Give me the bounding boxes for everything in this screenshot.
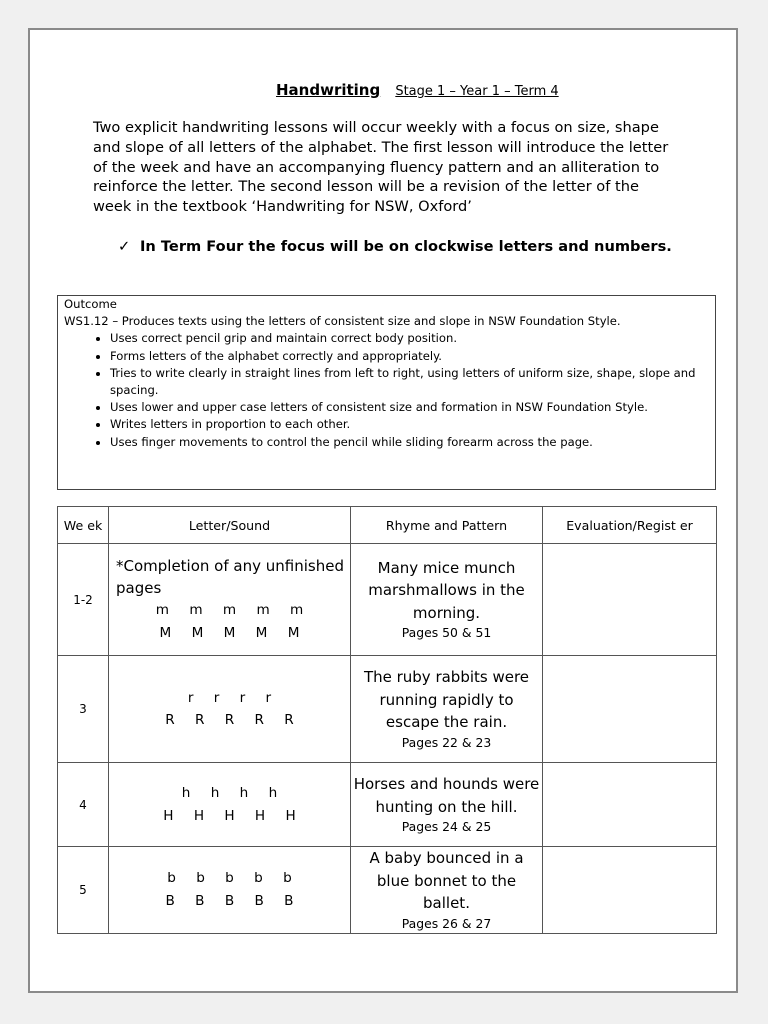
uppercase-letters: B B B B B — [165, 892, 294, 909]
evaluation-cell — [543, 763, 717, 847]
letter-cell — [109, 847, 351, 934]
textbook-pages: Pages 50 & 51 — [401, 625, 492, 641]
table-row — [58, 656, 717, 763]
intro-paragraph: Two explicit handwriting lessons will occur weekly with a focus on size, shape and slope of all letters of the alphabet. The first lesson will introduce the letter of the week and have an accompanying fluency pattern and an alliteration to reinforce the letter. The second lesson will be a revision of the letter of the week in the textbook ‘Handwriting for NSW, Oxford’ — [93, 119, 669, 216]
header-rhyme-pattern: Rhyme and Pattern — [351, 507, 543, 544]
header-evaluation: Evaluation/Regist er — [543, 507, 717, 544]
lowercase-letters: r r r r — [187, 689, 272, 706]
outcome-bullet: • Uses lower and upper case letters of consistent size and formation in NSW Foundation Style. — [110, 399, 709, 416]
rhyme-cell — [351, 544, 543, 656]
textbook-pages: Pages 26 & 27 — [401, 915, 492, 931]
outcome-bullet: • Tries to write clearly in straight lines from left to right, using letters of uniform size, shape, slope and spacing. — [110, 365, 709, 399]
letter-cell — [109, 656, 351, 763]
rhyme-text: Horses and hounds were hunting on the hill. — [353, 775, 540, 816]
textbook-pages: Pages 24 & 25 — [401, 819, 492, 834]
week-cell: 3 — [58, 656, 109, 763]
uppercase-letters: H H H H H — [163, 807, 296, 824]
check-mark-icon: ✓ — [118, 238, 131, 255]
rhyme-text: The ruby rabbits were running rapidly to escape the rain. — [363, 668, 530, 732]
outcome-box — [57, 295, 716, 490]
table-row — [58, 847, 717, 934]
outcome-bullet: • Forms letters of the alphabet correctly and appropriately. — [110, 348, 709, 365]
lowercase-letters: h h h h — [181, 785, 278, 801]
week-cell: 1-2 — [58, 544, 109, 656]
lowercase-letters: b b b b b — [167, 870, 292, 887]
document-page — [28, 28, 738, 993]
page-subtitle: Stage 1 – Year 1 – Term 4 — [395, 84, 559, 99]
evaluation-cell — [543, 544, 717, 656]
letter-cell — [109, 544, 351, 656]
outcome-bullet: • Writes letters in proportion to each other. — [110, 416, 709, 433]
rhyme-cell — [351, 847, 543, 934]
textbook-pages: Pages 22 & 23 — [401, 734, 492, 750]
letter-cell — [109, 763, 351, 847]
focus-text: In Term Four the focus will be on clockwise letters and numbers. — [140, 238, 672, 255]
document-heading — [276, 80, 559, 99]
evaluation-cell — [543, 847, 717, 934]
outcome-bullet-list — [64, 330, 709, 450]
outcome-code: WS1.12 – Produces texts using the letters of consistent size and slope in NSW Foundation Style. — [64, 314, 621, 329]
header-letter-sound: Letter/Sound — [109, 507, 351, 544]
page-title: Handwriting — [276, 81, 381, 99]
rhyme-text: A baby bounced in a blue bonnet to the ballet. — [369, 849, 524, 912]
outcome-bullet: • Uses finger movements to control the pencil while sliding forearm across the page. — [110, 434, 709, 451]
letter-note: *Completion of any unfinished pages — [116, 557, 344, 597]
week-cell: 5 — [58, 847, 109, 934]
rhyme-text: Many mice munch marshmallows in the morning. — [368, 558, 525, 622]
week-cell: 4 — [58, 763, 109, 847]
evaluation-cell — [543, 656, 717, 763]
table-header-row — [58, 507, 717, 544]
uppercase-letters: M M M M M — [159, 624, 300, 641]
lowercase-letters: m m m m m — [155, 602, 304, 618]
table-row — [58, 763, 717, 847]
focus-statement — [118, 236, 700, 257]
rhyme-cell — [351, 656, 543, 763]
rhyme-cell — [351, 763, 543, 847]
table-row — [58, 544, 717, 656]
outcome-bullet: • Uses correct pencil grip and maintain correct body position. — [110, 330, 709, 347]
outcome-label: Outcome — [64, 297, 117, 311]
weekly-schedule-table — [57, 506, 717, 934]
header-week: We ek — [58, 507, 109, 544]
uppercase-letters: R R R R R — [165, 712, 294, 728]
